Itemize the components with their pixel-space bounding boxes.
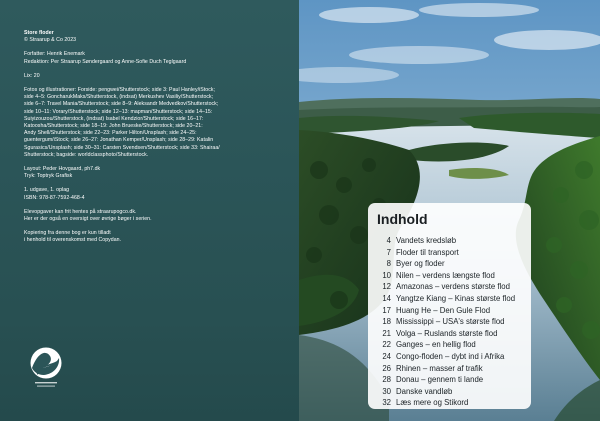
toc-entry-title: Rhinen – masser af trafik — [396, 363, 483, 373]
toc-page-number: 32 — [382, 398, 391, 408]
toc-entry-title: Læs mere og Stikord — [396, 398, 469, 408]
colophon-line: side 6–7: Travel Mania/Shutterstock; side 8–9: Aleksandr Medvedkov/Shutterstock; — [24, 101, 219, 108]
toc-page-number: 7 — [386, 247, 391, 257]
toc-entry — [377, 270, 523, 282]
colophon-line: Suiyizouzou/Shutterstock, (indsat) Isabel Kendzior/Shutterstock; side 16–17: — [24, 115, 204, 122]
colophon-block — [24, 187, 281, 201]
toc-page-number: 18 — [382, 317, 391, 327]
toc-entry-title: Ganges – en hellig flod — [396, 340, 476, 350]
toc-entry-title: Volga – Ruslands største flod — [396, 328, 498, 338]
toc-heading: Indhold — [377, 211, 428, 227]
toc-entry-title: Huang He – Den Gule Flod — [396, 305, 491, 315]
toc-entry-title: Nilen – verdens længste flod — [396, 270, 495, 280]
colophon-block — [24, 230, 281, 244]
toc-list — [377, 235, 523, 409]
toc-entry-title: Yangtze Kiang – Kinas største flod — [396, 293, 516, 303]
toc-page-number: 30 — [382, 386, 391, 396]
toc-entry — [377, 351, 523, 363]
colophon-block — [24, 166, 281, 180]
toc-entry — [377, 316, 523, 328]
toc-entry — [377, 386, 523, 398]
toc-entry — [377, 281, 523, 293]
toc-entry-title: Danske vandløb — [396, 386, 453, 396]
toc-page-number: 21 — [382, 328, 391, 338]
colophon-line: Fotos og illustrationer: Forside: pengwei/Shutterstock; side 3: Paul Hanley/iStock; — [24, 87, 215, 94]
toc-entry — [377, 247, 523, 259]
toc-page-number: 17 — [382, 305, 391, 315]
colophon-line: Katoosha/Shutterstock; side 18–19: John Brueske/Shutterstock; side 20–21: — [24, 123, 203, 130]
toc-entry-title: Byer og floder — [396, 259, 445, 269]
toc-page-number: 28 — [382, 375, 391, 385]
colophon-text — [24, 30, 281, 245]
colophon-line: Elevopgaver kan frit hentes på straarupogco.dk. — [24, 208, 137, 215]
toc-entry — [377, 328, 523, 340]
toc-entry — [377, 305, 523, 317]
colophon-line: Andy Shell/Shutterstock; side 22–23: Parker Hilton/Unsplash; side 24–25: — [24, 130, 197, 137]
colophon-line: Lix: 20 — [24, 72, 40, 79]
contents-page — [299, 0, 600, 421]
colophon-page — [0, 0, 299, 421]
toc-page-number: 12 — [382, 282, 391, 292]
colophon-block — [24, 51, 281, 65]
colophon-line: Redaktion: Per Straarup Søndergaard og Anne-Sofie Duch Teglgaard — [24, 58, 187, 65]
colophon-block — [24, 209, 281, 223]
toc-entry-title: Amazonas – verdens største flod — [396, 282, 510, 292]
colophon-line: Her er der også en oversigt over øvrige bøger i serien. — [24, 216, 152, 223]
toc-page-number: 24 — [382, 351, 391, 361]
colophon-line: Forfatter: Henrik Enemark — [24, 51, 85, 58]
colophon-line: i henhold til overenskomst med Copydan. — [24, 237, 122, 244]
toc-entry-title: Donau – gennem ti lande — [396, 375, 484, 385]
table-of-contents — [368, 203, 531, 409]
colophon-line: Layout: Peder Hovgaard, ph7.dk — [24, 166, 101, 173]
toc-page-number: 8 — [386, 259, 391, 269]
toc-entry-title: Congo-floden – dybt ind i Afrika — [396, 351, 505, 361]
toc-entry — [377, 235, 523, 247]
toc-page-number: 26 — [382, 363, 391, 373]
toc-page-number: 14 — [382, 293, 391, 303]
toc-entry — [377, 339, 523, 351]
colophon-line: Shutterstock; bagside: worldclassphoto/Shutterstock. — [24, 151, 149, 158]
toc-entry — [377, 374, 523, 386]
colophon-line: Sgurasics/Unsplash; side 30–31: Carsten Svendsen/Shutterstock; side 33: Shairaa/ — [24, 144, 220, 151]
toc-page-number: 4 — [386, 236, 391, 245]
colophon-block — [24, 87, 281, 159]
toc-entry — [377, 397, 523, 409]
toc-page-number: 10 — [382, 270, 391, 280]
colophon-line: guentergum/iStock; side 26–27: Jonathan Kemper/Unsplash; side 28–29: Katalin — [24, 137, 214, 144]
colophon-block — [24, 73, 281, 80]
colophon-line: ISBN: 978-87-7592-468-4 — [24, 194, 85, 201]
toc-entry — [377, 363, 523, 375]
toc-entry-title: Floder til transport — [396, 247, 459, 257]
colophon-line: side 10–11: Vorary/Shutterstock; side 12–13: mapman/Shutterstock; side 14–15: — [24, 108, 213, 115]
toc-page-number: 22 — [382, 340, 391, 350]
toc-entry — [377, 293, 523, 305]
colophon-line: 1. udgave, 1. oplag — [24, 187, 70, 194]
toc-entry-title: Mississippi – USA's største flod — [396, 317, 505, 327]
colophon-block — [24, 30, 281, 44]
toc-entry-title: Vandets kredsløb — [396, 236, 457, 245]
colophon-line: Kopiering fra denne bog er kun tilladt — [24, 230, 111, 237]
colophon-line: side 4–5: GoncharukMaks/Shutterstock, (indsat) Merkushev Vasiliy/Shutterstock; — [24, 94, 214, 101]
swan-ecolabel-icon — [26, 344, 66, 392]
toc-entry — [377, 258, 523, 270]
colophon-line: Tryk: Toptryk Grafisk — [24, 173, 73, 180]
colophon-line: © Straarup & Co 2023 — [24, 37, 77, 44]
colophon-line: Store floder — [24, 30, 54, 36]
